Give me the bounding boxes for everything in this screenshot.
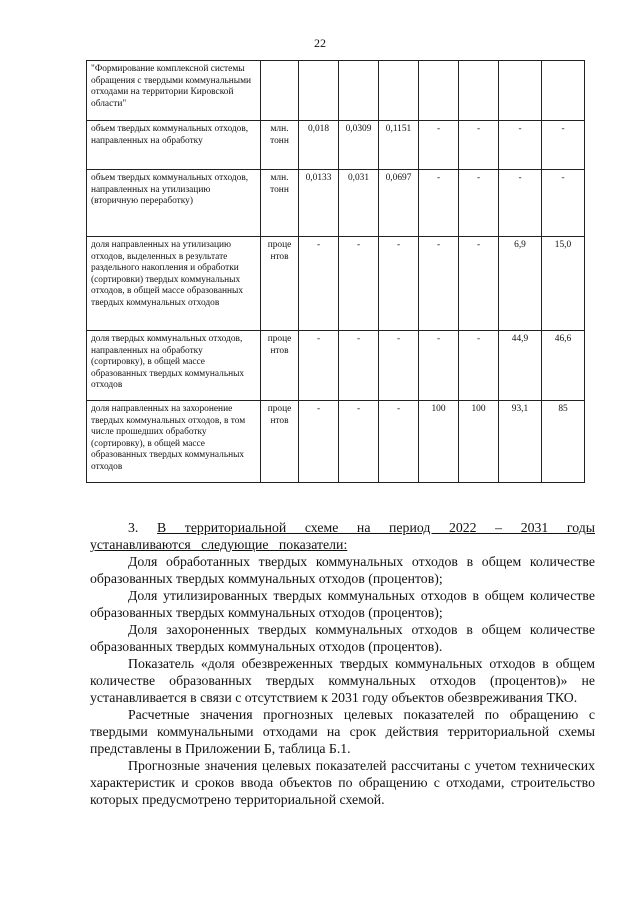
value-cell: -: [542, 121, 585, 170]
value-cell: [379, 61, 419, 121]
value-cell: 93,1: [499, 401, 542, 483]
value-cell: -: [499, 170, 542, 237]
value-cell: 0,018: [299, 121, 339, 170]
table-row: [87, 237, 585, 331]
value-cell: -: [379, 401, 419, 483]
value-cell: 0,0309: [339, 121, 379, 170]
value-cell: [339, 61, 379, 121]
page-number: 22: [314, 36, 326, 50]
value-cell: -: [379, 331, 419, 401]
paragraph-processed: Доля обработанных твердых коммунальных отходов в общем количестве образованных твердых коммунальных отходов (процентов);: [90, 554, 595, 586]
unit-cell: млн. тонн: [261, 170, 299, 237]
unit-cell: проце нтов: [261, 401, 299, 483]
table-row: [87, 401, 585, 483]
value-cell: -: [459, 237, 499, 331]
paragraph-utilized: Доля утилизированных твердых коммунальных отходов в общем количестве образованных твердых коммунальных отходов (процентов);: [90, 588, 595, 620]
value-cell: 0,031: [339, 170, 379, 237]
unit-cell: проце нтов: [261, 331, 299, 401]
value-cell: 46,6: [542, 331, 585, 401]
paragraph-buried: Доля захороненных твердых коммунальных отходов в общем количестве образованных твердых коммунальных отходов (процентов).: [90, 622, 595, 654]
value-cell: 44,9: [499, 331, 542, 401]
indicator-name-cell: "Формирование комплексной системы обращения с твердыми коммунальными отходами на территории Кировской области": [87, 61, 261, 121]
value-cell: 6,9: [499, 237, 542, 331]
value-cell: [542, 61, 585, 121]
value-cell: [299, 61, 339, 121]
indicator-name-cell: доля направленных на захоронение твердых коммунальных отходов, в том числе прошедших обработку (сортировку), в общей массе образованных твердых коммунальных отходов: [87, 401, 261, 483]
indicator-name-cell: объем твердых коммунальных отходов, направленных на обработку: [87, 121, 261, 170]
value-cell: -: [299, 331, 339, 401]
table-row: [87, 121, 585, 170]
value-cell: 85: [542, 401, 585, 483]
paragraph-calculated-values: Расчетные значения прогнозных целевых показателей по обращению с твердыми коммунальными отходами на срок действия территориальной схемы представлены в Приложении Б, таблица Б.1.: [90, 707, 595, 756]
unit-cell: [261, 61, 299, 121]
value-cell: 15,0: [542, 237, 585, 331]
paragraph-forecast-values: Прогнозные значения целевых показателей рассчитаны с учетом технических характеристик и сроков ввода объектов по обращению с отходами, строительство которых предусмотрено территориальной схемой.: [90, 758, 595, 807]
value-cell: 0,0697: [379, 170, 419, 237]
indicator-name-cell: доля твердых коммунальных отходов, направленных на обработку (сортировку), в общей массе образованных твердых коммунальных отходов: [87, 331, 261, 401]
value-cell: -: [459, 331, 499, 401]
value-cell: -: [339, 237, 379, 331]
paragraph-number: 3.: [128, 520, 157, 535]
value-cell: -: [419, 331, 459, 401]
value-cell: [499, 61, 542, 121]
value-cell: -: [542, 170, 585, 237]
value-cell: [459, 61, 499, 121]
body-text: [90, 519, 595, 808]
value-cell: -: [419, 121, 459, 170]
value-cell: -: [419, 237, 459, 331]
value-cell: 100: [419, 401, 459, 483]
value-cell: -: [379, 237, 419, 331]
unit-cell: млн. тонн: [261, 121, 299, 170]
indicator-name-cell: доля направленных на утилизацию отходов, выделенных в результате раздельного накопления и обработки (сортировки) твердых коммунальных отходов, в общей массе образованных твердых коммунальных отходов: [87, 237, 261, 331]
indicator-name-cell: объем твердых коммунальных отходов, направленных на утилизацию (вторичную переработку): [87, 170, 261, 237]
value-cell: -: [339, 331, 379, 401]
value-cell: -: [339, 401, 379, 483]
value-cell: 0,0133: [299, 170, 339, 237]
value-cell: [419, 61, 459, 121]
value-cell: 100: [459, 401, 499, 483]
value-cell: -: [299, 237, 339, 331]
underlined-heading: В территориальной схеме на период 2022 – 2031 годы устанавливаются следующие показатели:: [90, 520, 596, 552]
paragraph-3-intro: [90, 519, 595, 553]
unit-cell: проце нтов: [261, 237, 299, 331]
table-row: [87, 170, 585, 237]
value-cell: -: [459, 121, 499, 170]
indicators-table: [86, 60, 585, 483]
value-cell: -: [419, 170, 459, 237]
value-cell: -: [299, 401, 339, 483]
table-row: [87, 331, 585, 401]
table-row: [87, 61, 585, 121]
value-cell: -: [499, 121, 542, 170]
paragraph-neutralized: Показатель «доля обезвреженных твердых коммунальных отходов в общем количестве образованных твердых коммунальных отходов (процентов)» не устанавливается в связи с отсутствием к 2031 году объектов обезвреживания ТКО.: [90, 656, 595, 705]
value-cell: -: [459, 170, 499, 237]
value-cell: 0,1151: [379, 121, 419, 170]
